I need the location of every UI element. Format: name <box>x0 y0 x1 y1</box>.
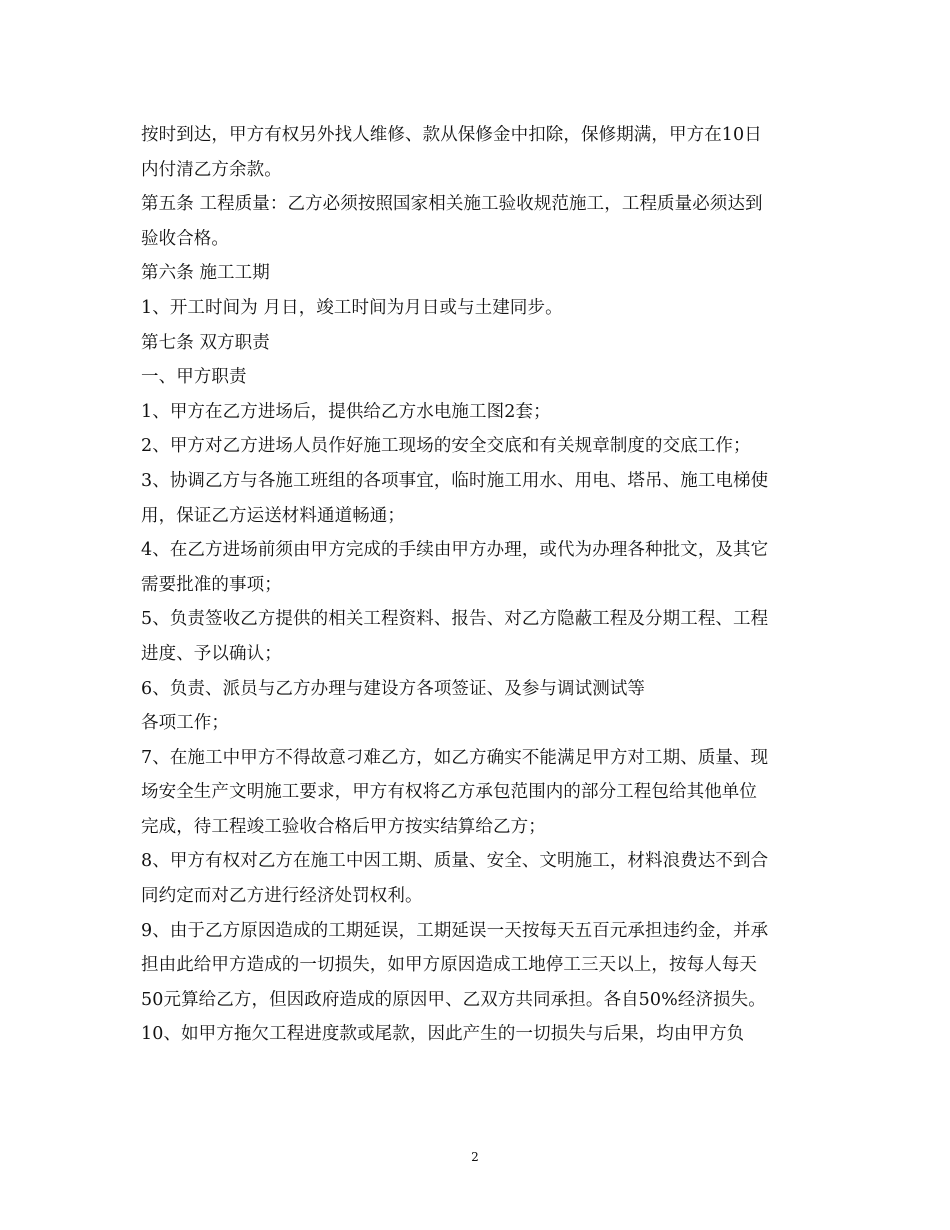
text-line: 按时到达，甲方有权另外找人维修、款从保修金中扣除，保修期满，甲方在10日 <box>141 125 762 145</box>
text-line: 各项工作； <box>141 713 229 734</box>
text-line: 1、开工时间为 月日，竣工时间为月日或与土建同步。 <box>141 297 563 318</box>
text-line: 5、负责签收乙方提供的相关工程资料、报告、对乙方隐蔽工程及分期工程、工程 <box>141 609 769 630</box>
document-body <box>141 118 811 1052</box>
text-line: 第五条 工程质量：乙方必须按照国家相关施工验收规范施工，工程质量必须达到 <box>141 194 763 215</box>
text-line: 担由此给甲方造成的一切损失，如甲方原因造成工地停工三天以上，按每人每天 <box>141 955 757 976</box>
section-heading: 第七条 双方职责 <box>141 332 270 353</box>
text-line: 完成，待工程竣工验收合格后甲方按实结算给乙方； <box>141 816 546 837</box>
text-line: 进度、予以确认； <box>141 643 282 664</box>
subsection-heading: 一、甲方职责 <box>141 367 247 388</box>
text-line: 内付清乙方余款。 <box>141 159 282 180</box>
text-line: 9、由于乙方原因造成的工期延误，工期延误一天按每天五百元承担违约金，并承 <box>141 920 769 941</box>
text-line: 2、甲方对乙方进场人员作好施工现场的安全交底和有关规章制度的交底工作； <box>141 436 751 457</box>
text-line: 4、在乙方进场前须由甲方完成的手续由甲方办理，或代为办理各种批文，及其它 <box>141 540 769 561</box>
text-line: 1、甲方在乙方进场后，提供给乙方水电施工图2套； <box>141 401 551 422</box>
text-line: 需要批准的事项； <box>141 574 282 595</box>
section-heading: 第六条 施工工期 <box>141 263 270 284</box>
text-line: 8、甲方有权对乙方在施工中因工期、质量、安全、文明施工，材料浪费达不到合 <box>141 851 769 872</box>
text-line: 3、协调乙方与各施工班组的各项事宜，临时施工用水、用电、塔吊、施工电梯使 <box>141 470 769 491</box>
text-line: 用，保证乙方运送材料通道畅通； <box>141 505 405 526</box>
text-line: 场安全生产文明施工要求，甲方有权将乙方承包范围内的部分工程包给其他单位 <box>141 782 757 803</box>
text-line: 7、在施工中甲方不得故意刁难乙方，如乙方确实不能满足甲方对工期、质量、现 <box>141 747 769 768</box>
text-line: 10、如甲方拖欠工程进度款或尾款，因此产生的一切损失与后果，均由甲方负 <box>141 1024 745 1045</box>
text-line: 验收合格。 <box>141 228 229 249</box>
page-number: 2 <box>471 1150 479 1164</box>
text-line: 6、负责、派员与乙方办理与建设方各项签证、及参与调试测试等 <box>141 678 646 699</box>
text-line: 50元算给乙方，但因政府造成的原因甲、乙双方共同承担。各自50%经济损失。 <box>141 989 766 1010</box>
text-line: 同约定而对乙方进行经济处罚权利。 <box>141 886 423 907</box>
